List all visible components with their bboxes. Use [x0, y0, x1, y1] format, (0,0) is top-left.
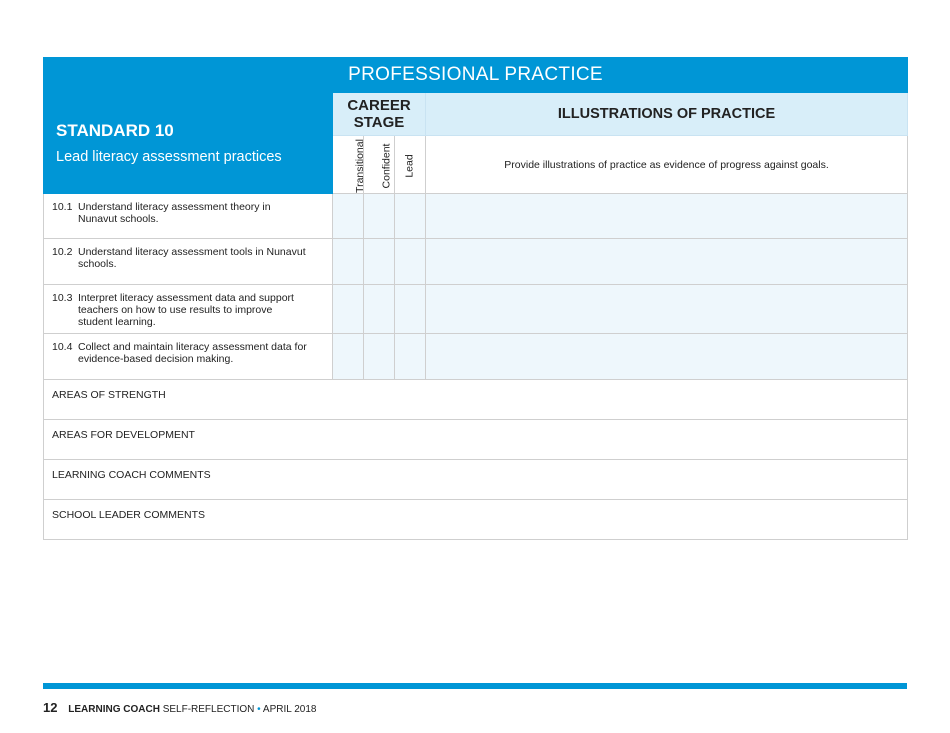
- table-row: [44, 194, 908, 239]
- standard-subtitle: Lead literacy assessment practices: [56, 149, 282, 165]
- stage-confident: Confident: [364, 136, 395, 194]
- item-10-2: 10.2 Understand literacy assessment tools in Nunavut schools.: [44, 239, 333, 285]
- standard-header: [44, 93, 333, 194]
- stage-cell[interactable]: [364, 194, 395, 239]
- item-10-4: 10.4 Collect and maintain literacy assessment data for evidence-based decision making.: [44, 334, 333, 380]
- item-10-3: 10.3 Interpret literacy assessment data and support teachers on how to use results to improve student learning.: [44, 285, 333, 334]
- illustration-cell[interactable]: [426, 334, 908, 380]
- footer-title-rest: SELF-REFLECTION: [162, 704, 255, 715]
- stage-cell[interactable]: [395, 285, 426, 334]
- footer-bar: [43, 683, 907, 689]
- standard-title: STANDARD 10: [56, 121, 174, 140]
- illustrations-header: ILLUSTRATIONS OF PRACTICE: [426, 93, 908, 136]
- section-banner: PROFESSIONAL PRACTICE: [44, 58, 908, 93]
- learning-coach-comments[interactable]: LEARNING COACH COMMENTS: [44, 460, 908, 500]
- career-stage-header: [333, 93, 426, 136]
- stage-cell[interactable]: [395, 334, 426, 380]
- table-row: [44, 285, 908, 334]
- page-number: 12: [43, 700, 58, 715]
- stage-transitional: Transitional: [333, 136, 364, 194]
- stage-cell[interactable]: [395, 239, 426, 285]
- stage-cell[interactable]: [364, 239, 395, 285]
- illustrations-description: Provide illustrations of practice as evidence of progress against goals.: [426, 136, 908, 194]
- illustration-cell[interactable]: [426, 285, 908, 334]
- stage-cell[interactable]: [395, 194, 426, 239]
- footer-separator: •: [257, 704, 261, 715]
- item-10-1: 10.1 Understand literacy assessment theory in Nunavut schools.: [44, 194, 333, 239]
- career-stage-line2: STAGE: [353, 114, 405, 131]
- footer-title-bold: LEARNING COACH: [68, 704, 160, 715]
- table-row: [44, 239, 908, 285]
- career-stage-line1: CAREER: [347, 97, 411, 114]
- stage-cell[interactable]: [364, 285, 395, 334]
- table-row: [44, 334, 908, 380]
- stage-lead: Lead: [395, 136, 426, 194]
- reflection-table: [43, 57, 908, 540]
- footer: [43, 700, 316, 715]
- areas-for-development[interactable]: AREAS FOR DEVELOPMENT: [44, 420, 908, 460]
- areas-of-strength[interactable]: AREAS OF STRENGTH: [44, 380, 908, 420]
- illustration-cell[interactable]: [426, 239, 908, 285]
- stage-cell[interactable]: [364, 334, 395, 380]
- stage-cell[interactable]: [333, 194, 364, 239]
- stage-cell[interactable]: [333, 239, 364, 285]
- school-leader-comments[interactable]: SCHOOL LEADER COMMENTS: [44, 500, 908, 540]
- footer-date: APRIL 2018: [262, 704, 317, 715]
- illustration-cell[interactable]: [426, 194, 908, 239]
- stage-cell[interactable]: [333, 334, 364, 380]
- stage-cell[interactable]: [333, 285, 364, 334]
